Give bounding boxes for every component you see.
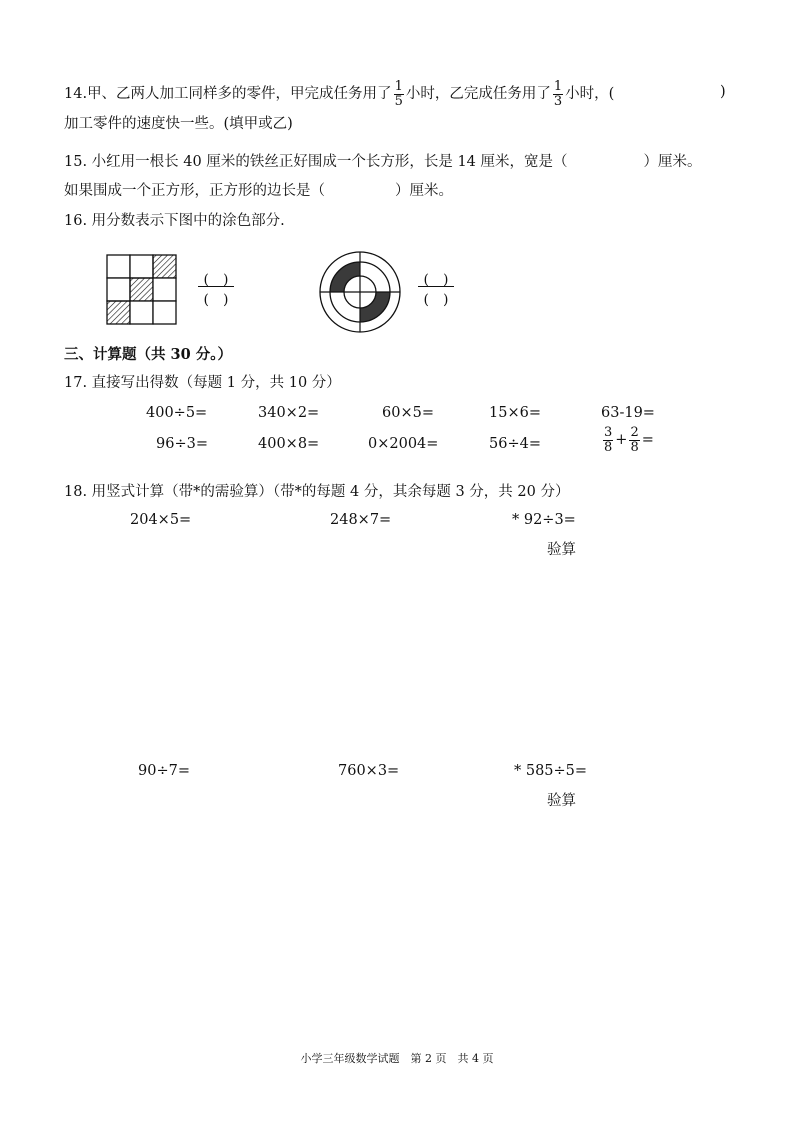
numerator-blank[interactable]: ( ) (203, 272, 229, 288)
fraction-bar (198, 286, 234, 287)
fraction-one-third (553, 80, 563, 108)
fraction-denominator: 8 (630, 439, 639, 455)
grid-cell-shaded (130, 278, 153, 301)
q17-item: 63-19= (601, 405, 655, 421)
circle-fraction-answer[interactable] (416, 269, 456, 309)
question-14-line2: 加工零件的速度快一些。(填甲或乙) (64, 116, 293, 132)
q17-item: 15×6= (489, 405, 541, 421)
q15-text-c: 如果围成一个正方形，正方形的边长是（ (64, 183, 325, 199)
denominator-blank[interactable]: ( ) (203, 292, 229, 308)
fraction-numerator: 2 (630, 425, 639, 440)
question-15-line1 (64, 154, 702, 171)
q17-item: 400÷5= (146, 405, 208, 421)
q17-item: 400×8= (258, 436, 320, 452)
fraction-numerator: 1 (553, 79, 563, 94)
grid-cell-shaded (153, 255, 176, 278)
grid-cell (107, 278, 130, 301)
question-16: 16. 用分数表示下图中的涂色部分. (64, 213, 285, 229)
page-footer: 小学三年级数学试题 第 2 页 共 4 页 (300, 1052, 494, 1065)
plus-sign: + (615, 432, 628, 449)
question-14-line1 (64, 80, 614, 108)
q14-answer-blank-close: ) (720, 84, 726, 100)
grid-cell (130, 301, 153, 324)
q14-text-a: 甲、乙两人加工同样多的零件，甲完成任务用了 (87, 86, 392, 103)
section-3-title: 三、计算题（共 30 分。） (64, 346, 233, 363)
q18-item: 248×7= (330, 512, 392, 528)
grid-cell (107, 255, 130, 278)
question-number: 14. (64, 86, 88, 103)
q15-text-b: ）厘米。 (643, 154, 702, 170)
fraction-bar (418, 286, 454, 287)
check-label: 验算 (547, 542, 576, 558)
q15-text-d: ）厘米。 (395, 183, 453, 199)
grid-figure (106, 254, 178, 326)
q17-item: 56÷4= (489, 436, 541, 452)
q18-item: 90÷7= (138, 763, 190, 779)
q18-item: 204×5= (130, 512, 192, 528)
fraction-numerator: 3 (604, 425, 613, 440)
fraction-denominator: 3 (553, 93, 563, 109)
q18-item: * 585÷5= (514, 763, 588, 779)
grid-cell (130, 255, 153, 278)
q14-text-b: 小时，乙完成任务用了 (405, 86, 551, 103)
denominator-blank[interactable]: ( ) (423, 292, 449, 308)
equals-sign: = (641, 432, 654, 449)
grid-cell (153, 278, 176, 301)
grid-cell (153, 301, 176, 324)
circle-figure (318, 250, 402, 334)
q17-fraction-item (601, 426, 654, 454)
fraction-numerator: 1 (394, 79, 403, 94)
q14-text-c: 小时，( (565, 86, 615, 103)
fraction-denominator: 8 (604, 439, 613, 455)
question-15-line2 (64, 183, 453, 200)
q15-text-a: 15. 小红用一根长 40 厘米的铁丝正好围成一个长方形，长是 14 厘米，宽是（ (64, 154, 568, 170)
fraction-denominator: 5 (394, 93, 403, 109)
numerator-blank[interactable]: ( ) (423, 272, 449, 288)
q17-item: 340×2= (258, 405, 320, 421)
q18-item: * 92÷3= (512, 512, 576, 528)
q17-item: 0×2004= (368, 436, 439, 452)
question-18-title: 18. 用竖式计算（带*的需验算）（带*的每题 4 分，其余每题 3 分，共 20 分） (64, 484, 570, 500)
fraction-three-eighths (603, 426, 613, 454)
q17-item: 96÷3= (156, 436, 208, 452)
fraction-one-fifth (394, 80, 404, 108)
grid-cell-shaded (107, 301, 130, 324)
grid-fraction-answer[interactable] (196, 269, 236, 309)
q17-item: 60×5= (382, 405, 434, 421)
q18-item: 760×3= (338, 763, 400, 779)
question-17-title: 17. 直接写出得数（每题 1 分，共 10 分） (64, 375, 341, 391)
fraction-two-eighths (629, 426, 639, 454)
check-label: 验算 (547, 793, 576, 809)
